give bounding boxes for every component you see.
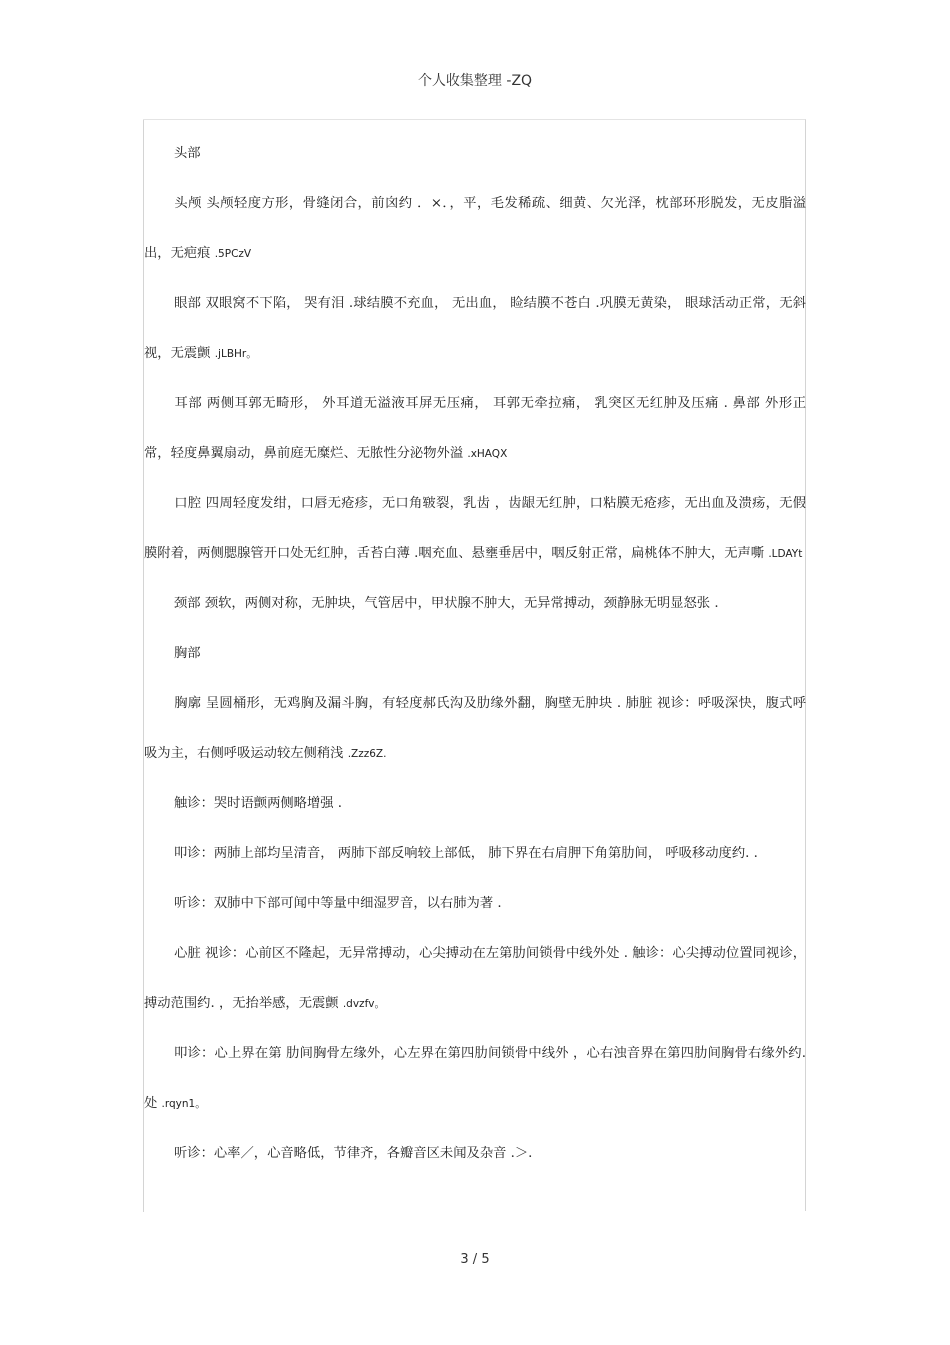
- paragraph-percussion-lung: 叩诊：两肺上部均呈清音， 两肺下部反响较上部低， 肺下界在右肩胛下角第肋间， 呼吸移动度约. .: [174, 846, 758, 861]
- paragraph-head: 头部: [174, 146, 201, 161]
- ref-code: .xHAQX: [467, 448, 508, 460]
- page-header: 个人收集整理 -ZQ: [417, 73, 533, 89]
- ref-code: .LDAYt: [768, 548, 803, 560]
- ref-code: .rqyn1。: [161, 1098, 206, 1110]
- ref-code: .Zzz6Z.: [347, 748, 387, 760]
- paragraph-auscultation-lung: 听诊：双肺中下部可闻中等量中细湿罗音，以右肺为著 .: [174, 896, 502, 911]
- page-number: 3 / 5: [460, 1252, 490, 1267]
- document-body: [144, 129, 806, 1179]
- ref-code: .dvzfv。: [342, 998, 385, 1010]
- ref-code: .jLBHr。: [214, 348, 257, 360]
- paragraph-skull: 头颅 头颅轻度方形，骨缝闭合，前囟约 ．×．，平，毛发稀疏、细黄、欠光泽，枕部环形脱发，无皮脂溢出，无疤痕 .5PCzV: [144, 196, 806, 261]
- paragraph-percussion-heart: 叩诊：心上界在第 肋间胸骨左缘外，心左界在第四肋间锁骨中线外 ，心右浊音界在第四肋间胸骨右缘外约. 处 .rqyn1。: [144, 1046, 806, 1111]
- paragraph-mouth: 口腔 四周轻度发绀，口唇无疮疹，无口角皲裂，乳齿 ，齿龈无红肿，口粘膜无疮疹，无出血及溃疡，无假膜附着，两侧腮腺管开口处无红肿，舌苔白薄 .咽充血、悬壅垂居中，咽反射正常，扁桃体不肿大，无声嘶 .LDAYt: [144, 496, 806, 561]
- paragraph-chest-heading: 胸部: [174, 646, 201, 661]
- paragraph-neck: 颈部 颈软，两侧对称，无肿块，气管居中，甲状腺不肿大，无异常搏动，颈静脉无明显怒张 .: [174, 596, 719, 611]
- paragraph-eyes: 眼部 双眼窝不下陷， 哭有泪 .球结膜不充血， 无出血， 睑结膜不苍白 .巩膜无黄染， 眼球活动正常，无斜视，无震颤 .jLBHr。: [144, 296, 806, 361]
- paragraph-auscultation-heart: 听诊：心率／，心音略低，节律齐，各瓣音区未闻及杂音 .＞.: [174, 1146, 533, 1161]
- paragraph-thorax-lung: 胸廓 呈圆桶形，无鸡胸及漏斗胸，有轻度郝氏沟及肋缘外翻，胸壁无肿块 . 肺脏 视诊：呼吸深快，腹式呼吸为主，右侧呼吸运动较左侧稍浅 .Zzz6Z.: [144, 696, 806, 761]
- paragraph-heart: 心脏 视诊：心前区不隆起，无异常搏动，心尖搏动在左第肋间锁骨中线外处 . 触诊：心尖搏动位置同视诊，搏动范围约. ，无抬举感，无震颤 .dvzfv。: [144, 946, 806, 1011]
- paragraph-ears-nose: 耳部 两侧耳郭无畸形， 外耳道无溢液耳屏无压痛， 耳郭无牵拉痛， 乳突区无红肿及压痛 . 鼻部 外形正常，轻度鼻翼扇动，鼻前庭无糜烂、无脓性分泌物外溢 .xHAQX: [144, 396, 806, 461]
- paragraph-palpation: 触诊：哭时语颤两侧略增强 .: [174, 796, 343, 811]
- ref-code: .5PCzV: [214, 248, 252, 260]
